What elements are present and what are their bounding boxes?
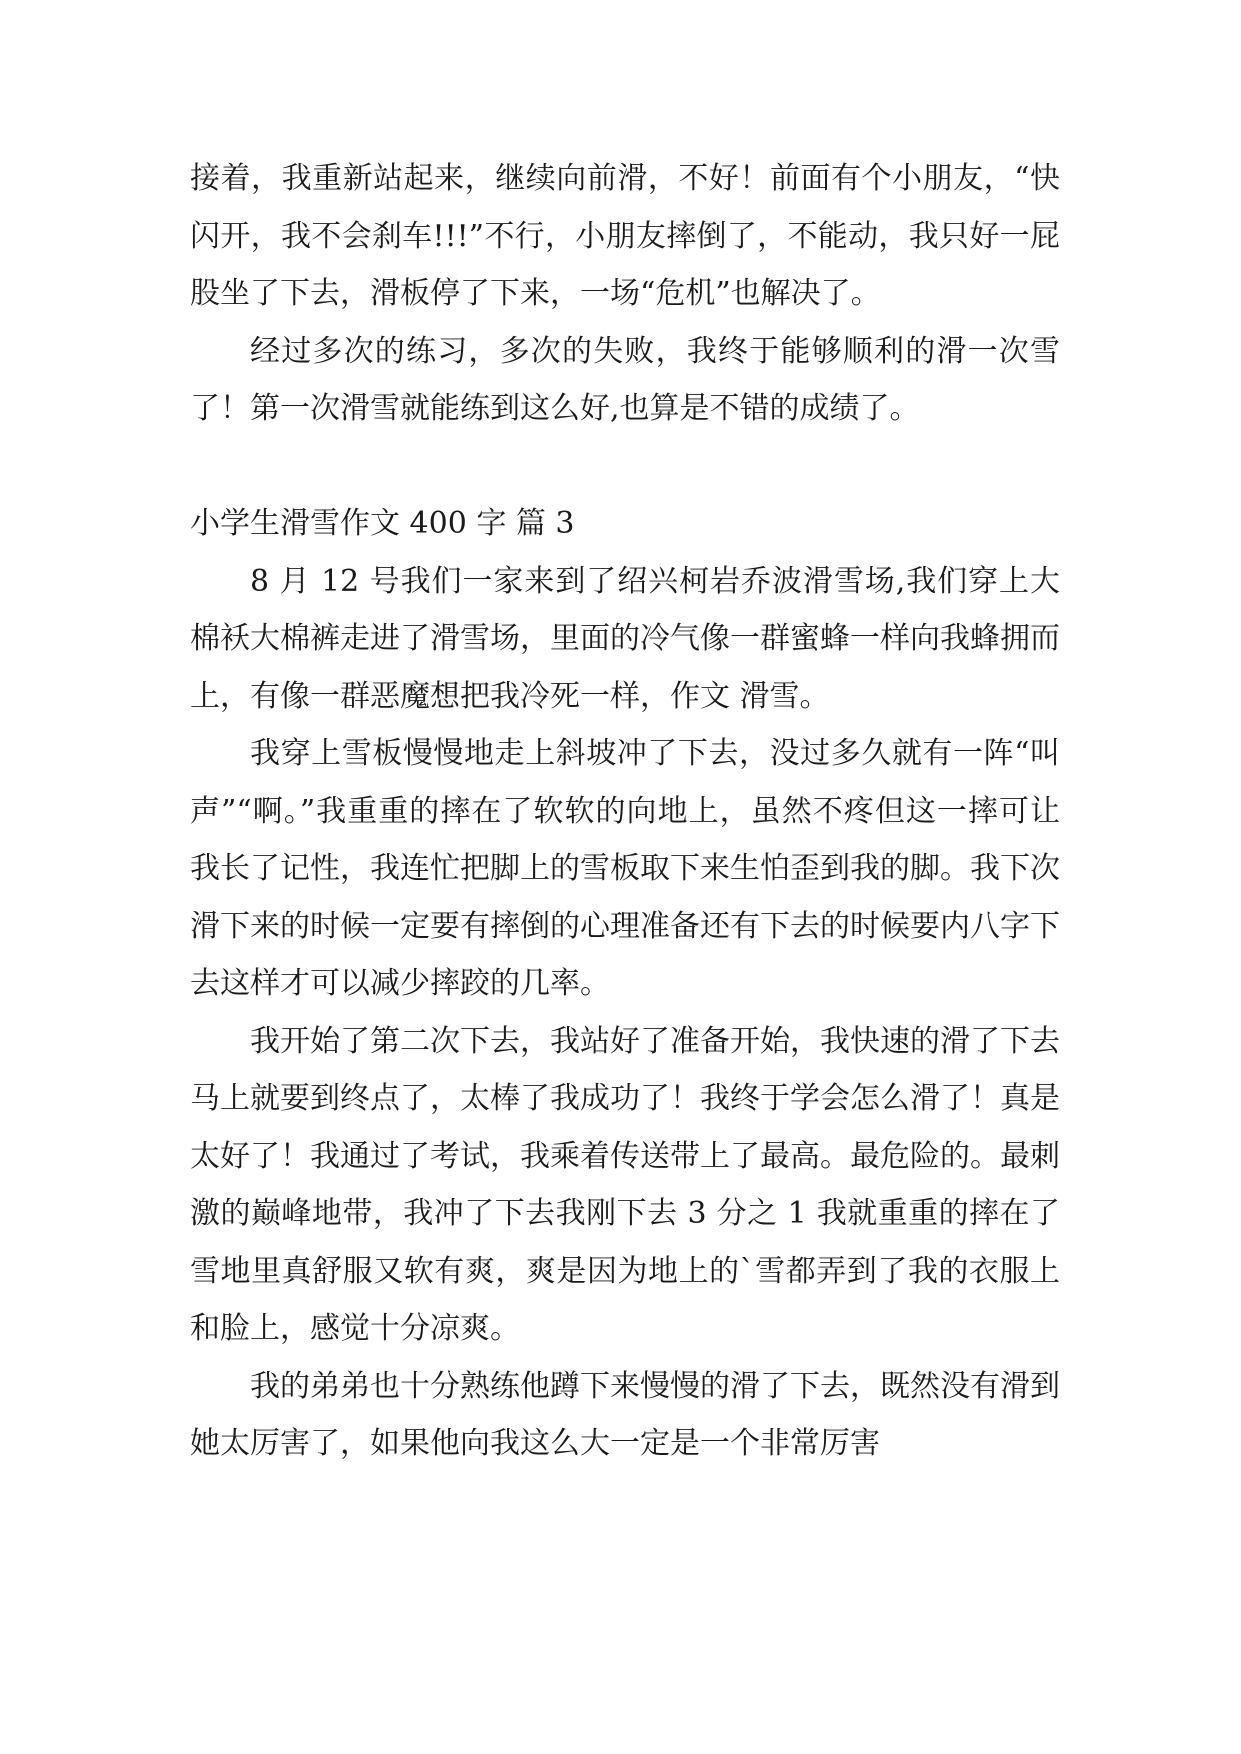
paragraph-first-fall: 我穿上雪板慢慢地走上斜坡冲了下去，没过多久就有一阵“叫声”“啊。”我重重的摔在了软软的向地上，虽然不疼但这一摔可让我长了记性，我连忙把脚上的雪板取下来生怕歪到我的脚。我下次滑下来的时候一定要有摔倒的心理准备还有下去的时候要内八字下去这样才可以减少摔跤的几率。 <box>190 736 1060 1001</box>
paragraph-second-run: 我开始了第二次下去，我站好了准备开始，我快速的滑了下去马上就要到终点了，太棒了我成功了！我终于学会怎么滑了！真是太好了！我通过了考试，我乘着传送带上了最高。最危险的。最刺激的巅峰地带，我冲了下去我刚下去 3 分之 1 我就重重的摔在了雪地里真舒服又软有爽，爽是因为地上的`雪都弄到了我的衣服上和脸上，感觉十分凉爽。 <box>190 1023 1060 1346</box>
paragraph-continuation: 接着，我重新站起来，继续向前滑，不好！前面有个小朋友，“快闪开，我不会刹车!!!”不行，小朋友摔倒了，不能动，我只好一屁股坐了下去，滑板停了下来，一场“危机”也解决了。 <box>190 161 1060 311</box>
section-spacer <box>190 438 1060 496</box>
document-body <box>190 150 1060 1473</box>
section-heading: 小学生滑雪作文 400 字 篇 3 <box>190 506 575 541</box>
paragraph-practice: 经过多次的练习，多次的失败，我终于能够顺利的滑一次雪了！第一次滑雪就能练到这么好,也算是不错的成绩了。 <box>190 333 1060 426</box>
paragraph-brother: 我的弟弟也十分熟练他蹲下来慢慢的滑了下去，既然没有滑到她太厉害了，如果他向我这么大一定是一个非常厉害 <box>190 1368 1060 1461</box>
paragraph-arrival: 8 月 12 号我们一家来到了绍兴柯岩乔波滑雪场,我们穿上大棉袄大棉裤走进了滑雪场，里面的冷气像一群蜜蜂一样向我蜂拥而上，有像一群恶魔想把我冷死一样，作文 滑雪。 <box>190 563 1060 714</box>
